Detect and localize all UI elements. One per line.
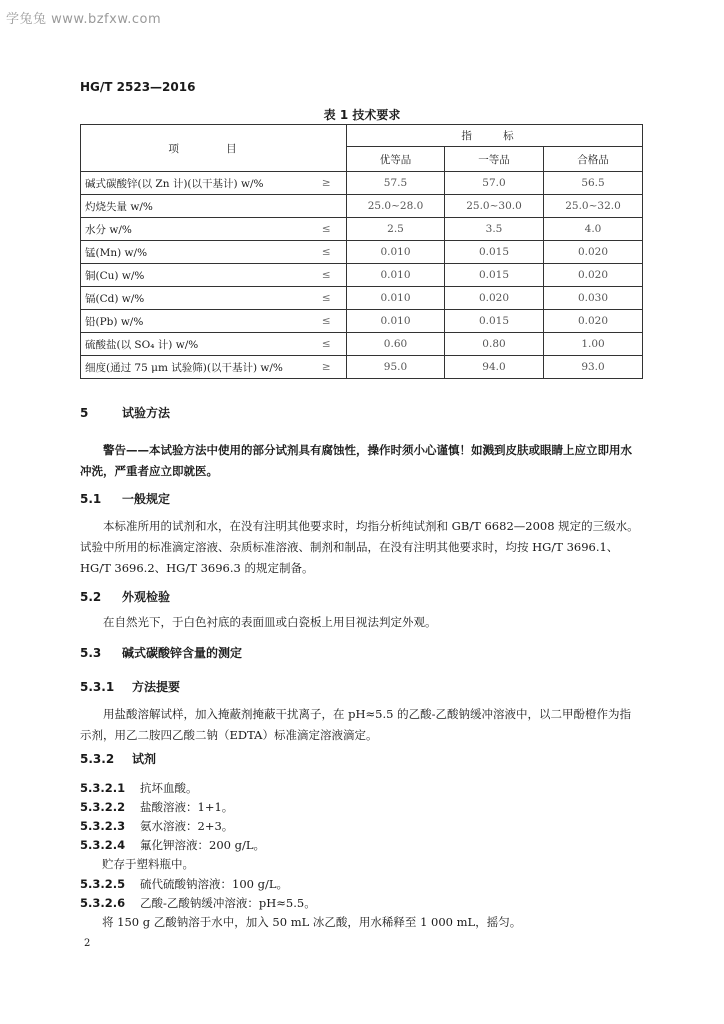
table-row xyxy=(81,356,643,379)
row-operator: ≤ xyxy=(307,333,347,356)
row-operator: ≥ xyxy=(307,356,347,379)
row-value: 0.020 xyxy=(544,310,643,333)
row-name: 铜(Cu) w/% xyxy=(81,264,307,287)
table-row xyxy=(81,195,643,218)
row-name: 铅(Pb) w/% xyxy=(81,310,307,333)
table-row xyxy=(81,241,643,264)
reagent-number: 5.3.2.5 xyxy=(80,877,126,891)
row-value: 0.015 xyxy=(445,310,544,333)
warning-label: 警告—— xyxy=(103,443,149,457)
reagent-item xyxy=(80,799,233,815)
row-value: 2.5 xyxy=(347,218,445,241)
row-value: 0.60 xyxy=(347,333,445,356)
reagent-number: 5.3.2.4 xyxy=(80,838,126,852)
section-title: 外观检验 xyxy=(122,590,171,604)
table-row xyxy=(81,333,643,356)
row-operator xyxy=(307,195,347,218)
section-number: 5.3 xyxy=(80,646,102,660)
technical-requirements-table xyxy=(80,124,643,379)
reagent-note: 将 150 g 乙酸钠溶于水中，加入 50 mL 冰乙酸，用水稀释至 1 000 mL，摇匀。 xyxy=(102,915,522,929)
reagent-text: 硫代硫酸钠溶液：100 g/L。 xyxy=(140,877,288,891)
standard-code: HG/T 2523—2016 xyxy=(80,80,196,94)
reagent-text: 乙酸-乙酸钠缓冲溶液：pH≈5.5。 xyxy=(140,896,316,910)
page-number: 2 xyxy=(84,938,91,949)
row-value: 93.0 xyxy=(544,356,643,379)
row-value: 57.5 xyxy=(347,172,445,195)
header-index: 指 标 xyxy=(347,125,643,147)
row-value: 0.010 xyxy=(347,264,445,287)
row-value: 0.015 xyxy=(445,241,544,264)
row-value: 95.0 xyxy=(347,356,445,379)
watermark: 学兔兔 www.bzfxw.com xyxy=(6,12,162,27)
row-name: 水分 w/% xyxy=(81,218,307,241)
section-number: 5.3.2 xyxy=(80,752,115,766)
row-operator: ≤ xyxy=(307,310,347,333)
section-title: 一般规定 xyxy=(122,492,171,506)
section-title: 方法提要 xyxy=(132,680,181,694)
row-name: 碱式碳酸锌(以 Zn 计)(以干基计) w/% xyxy=(81,172,307,195)
reagent-text: 抗坏血酸。 xyxy=(140,781,198,795)
row-name: 细度(通过 75 μm 试验筛)(以干基计) w/% xyxy=(81,356,307,379)
row-name: 锰(Mn) w/% xyxy=(81,241,307,264)
section-title: 试剂 xyxy=(132,752,157,766)
reagent-item xyxy=(80,780,198,796)
reagent-number: 5.3.2.2 xyxy=(80,800,126,814)
reagent-item xyxy=(80,876,288,892)
row-value: 3.5 xyxy=(445,218,544,241)
section-5-3-2-heading xyxy=(80,750,156,767)
reagent-text: 盐酸溶液：1+1。 xyxy=(140,800,234,814)
grade-header: 合格品 xyxy=(544,147,643,172)
section-number: 5.1 xyxy=(80,492,102,506)
reagent-number: 5.3.2.6 xyxy=(80,896,126,910)
section-5-2-text: 在自然光下，于白色衬底的表面皿或白瓷板上用目视法判定外观。 xyxy=(103,615,437,629)
section-number: 5.3.1 xyxy=(80,680,115,694)
row-value: 0.015 xyxy=(445,264,544,287)
row-value: 25.0~28.0 xyxy=(347,195,445,218)
grade-header: 优等品 xyxy=(347,147,445,172)
reagent-item xyxy=(80,818,233,834)
section-5-3-1-text: 用盐酸溶解试样，加入掩蔽剂掩蔽干扰离子，在 pH≈5.5 的乙酸-乙酸钠缓冲溶液中，以二甲酚橙作为指示剂，用乙二胺四乙酸二钠（EDTA）标准滴定溶液滴定。 xyxy=(80,707,632,742)
section-5-3-heading xyxy=(80,644,242,661)
warning-text: 本试验方法中使用的部分试剂具有腐蚀性，操作时须小心谨慎！如溅到皮肤或眼睛上应立即用水冲洗，严重者应立即就医。 xyxy=(80,443,632,478)
row-value: 25.0~30.0 xyxy=(445,195,544,218)
table-row xyxy=(81,264,643,287)
section-5-3-1-heading xyxy=(80,678,180,695)
row-value: 0.80 xyxy=(445,333,544,356)
row-value: 0.030 xyxy=(544,287,643,310)
section-title: 碱式碳酸锌含量的测定 xyxy=(122,646,243,660)
section-number: 5.2 xyxy=(80,590,102,604)
row-value: 1.00 xyxy=(544,333,643,356)
row-value: 0.020 xyxy=(445,287,544,310)
row-value: 0.010 xyxy=(347,241,445,264)
row-value: 4.0 xyxy=(544,218,643,241)
warning-paragraph xyxy=(80,440,642,482)
section-number: 5 xyxy=(80,406,89,420)
row-name: 灼烧失量 w/% xyxy=(81,195,307,218)
table-row xyxy=(81,310,643,333)
reagent-text: 氟化钾溶液：200 g/L。 xyxy=(140,838,265,852)
reagent-text: 氨水溶液：2+3。 xyxy=(140,819,234,833)
section-5-1-text: 本标准所用的试剂和水，在没有注明其他要求时，均指分析纯试剂和 GB/T 6682—2008 规定的三级水。试验中所用的标准滴定溶液、杂质标准溶液、制剂和制品，在没有注明其他要求时，均按 HG/T 3696.1、HG/T 3696.2、HG/T 3696.3 的规定制备。 xyxy=(80,519,639,575)
row-value: 0.010 xyxy=(347,287,445,310)
row-value: 0.010 xyxy=(347,310,445,333)
row-operator: ≥ xyxy=(307,172,347,195)
table-title: 表 1 技术要求 xyxy=(323,108,401,122)
reagent-item xyxy=(80,837,265,853)
row-operator: ≤ xyxy=(307,241,347,264)
section-title: 试验方法 xyxy=(122,406,171,420)
section-5-1-heading xyxy=(80,490,170,507)
table-row xyxy=(81,172,643,195)
row-value: 56.5 xyxy=(544,172,643,195)
row-value: 0.020 xyxy=(544,264,643,287)
section-5-2-heading xyxy=(80,588,170,605)
row-name: 硫酸盐(以 SO₄ 计) w/% xyxy=(81,333,307,356)
reagent-item xyxy=(80,895,316,911)
table-row xyxy=(81,287,643,310)
section-5-heading xyxy=(80,404,170,421)
row-operator: ≤ xyxy=(307,218,347,241)
row-operator: ≤ xyxy=(307,287,347,310)
row-value: 25.0~32.0 xyxy=(544,195,643,218)
row-value: 57.0 xyxy=(445,172,544,195)
row-value: 0.020 xyxy=(544,241,643,264)
header-item: 项 目 xyxy=(81,125,347,172)
row-operator: ≤ xyxy=(307,264,347,287)
table-row xyxy=(81,218,643,241)
reagent-number: 5.3.2.1 xyxy=(80,781,126,795)
reagent-number: 5.3.2.3 xyxy=(80,819,126,833)
row-name: 镉(Cd) w/% xyxy=(81,287,307,310)
grade-header: 一等品 xyxy=(445,147,544,172)
row-value: 94.0 xyxy=(445,356,544,379)
reagent-note: 贮存于塑料瓶中。 xyxy=(102,857,194,871)
